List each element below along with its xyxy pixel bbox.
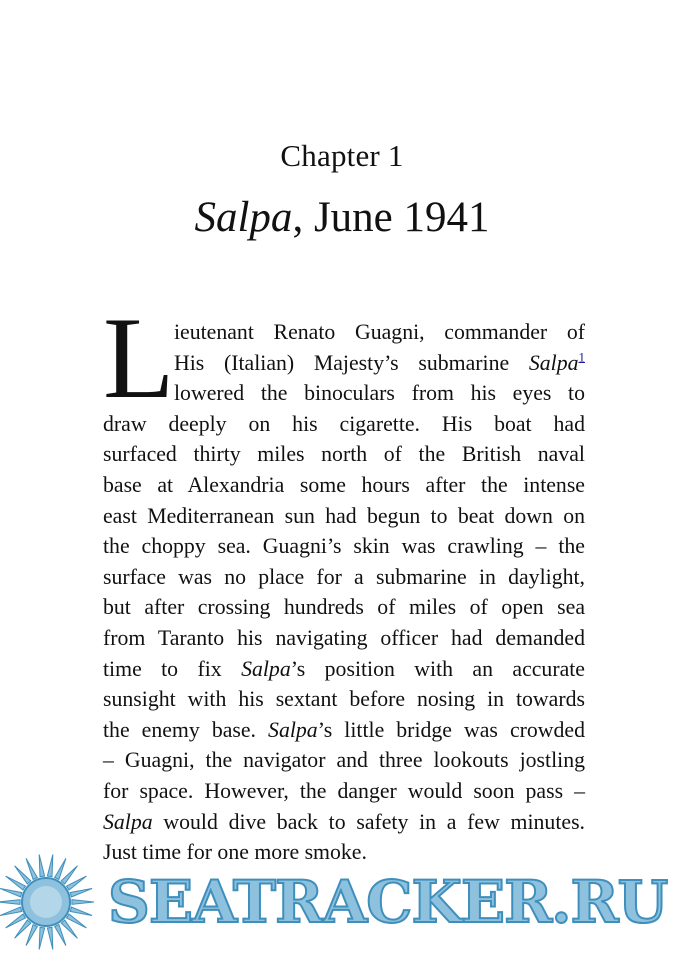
sun-ray — [67, 914, 87, 928]
chapter-title — [0, 193, 684, 242]
text-line: Just time for one more smoke. — [103, 840, 367, 865]
sun-ray — [26, 858, 37, 879]
sun-ray — [70, 888, 92, 896]
text-line: for space. However, the danger would soon pass – — [103, 778, 585, 803]
text-line: His (Italian) Majesty’s submarine Salpa$^1$ — [174, 349, 585, 375]
text-line: – Guagni, the navigator and three lookouts jostling — [103, 748, 585, 773]
text-line: the choppy sea. Guagni’s skin was crawling – the — [103, 534, 585, 559]
sun-ray — [0, 900, 20, 905]
sun-ray — [6, 914, 26, 928]
watermark-text: SEATRACKER.RU — [108, 868, 668, 936]
sun-ray — [39, 927, 44, 949]
text-line: draw deeply on his cigarette. His boat had — [103, 411, 585, 436]
text-line: surface was no place for a submarine in daylight, — [103, 564, 585, 589]
text-line: Salpa would dive back to safety in a few minutes. — [103, 809, 585, 834]
sun-ray — [39, 854, 44, 876]
text-line: the enemy base. Salpa’s little bridge was crowded — [103, 717, 585, 742]
text-line: but after crossing hundreds of miles of open sea — [103, 595, 585, 620]
text-line: from Taranto his navigating officer had demanded — [103, 625, 585, 650]
drop-cap: L — [103, 294, 175, 423]
text-line: east Mediterranean sun had begun to beat down on — [103, 503, 585, 528]
footnote-link[interactable]: 1 — [578, 349, 585, 365]
chapter-title-italic: Salpa — [194, 194, 293, 241]
sun-ray — [26, 925, 37, 946]
sun-ray — [55, 858, 66, 879]
sun-ray — [47, 927, 52, 949]
sun-ray — [6, 876, 26, 890]
chapter-title-rest: , June 1941 — [292, 194, 490, 241]
chapter-body-text — [103, 317, 585, 868]
text-line: lowered the binoculars from his eyes to — [174, 381, 585, 406]
sun-logo-icon — [0, 852, 106, 952]
sun-ray — [55, 925, 66, 946]
sun-ray — [0, 888, 22, 896]
chapter-number: Chapter 1 — [280, 138, 404, 173]
sun-ray — [0, 907, 22, 915]
text-line: time to fix Salpa’s position with an accurate — [103, 656, 585, 681]
text-line: base at Alexandria some hours after the intense — [103, 472, 585, 497]
text-line: sunsight with his sextant before nosing in towards — [103, 687, 585, 712]
sun-ray — [72, 900, 94, 905]
sun-ray — [70, 907, 92, 915]
text-line: ieutenant Renato Guagni, commander of — [174, 320, 585, 344]
text-line: surfaced thirty miles north of the British naval — [103, 442, 585, 467]
sun-ray — [67, 876, 87, 890]
sun-ray — [47, 854, 52, 876]
